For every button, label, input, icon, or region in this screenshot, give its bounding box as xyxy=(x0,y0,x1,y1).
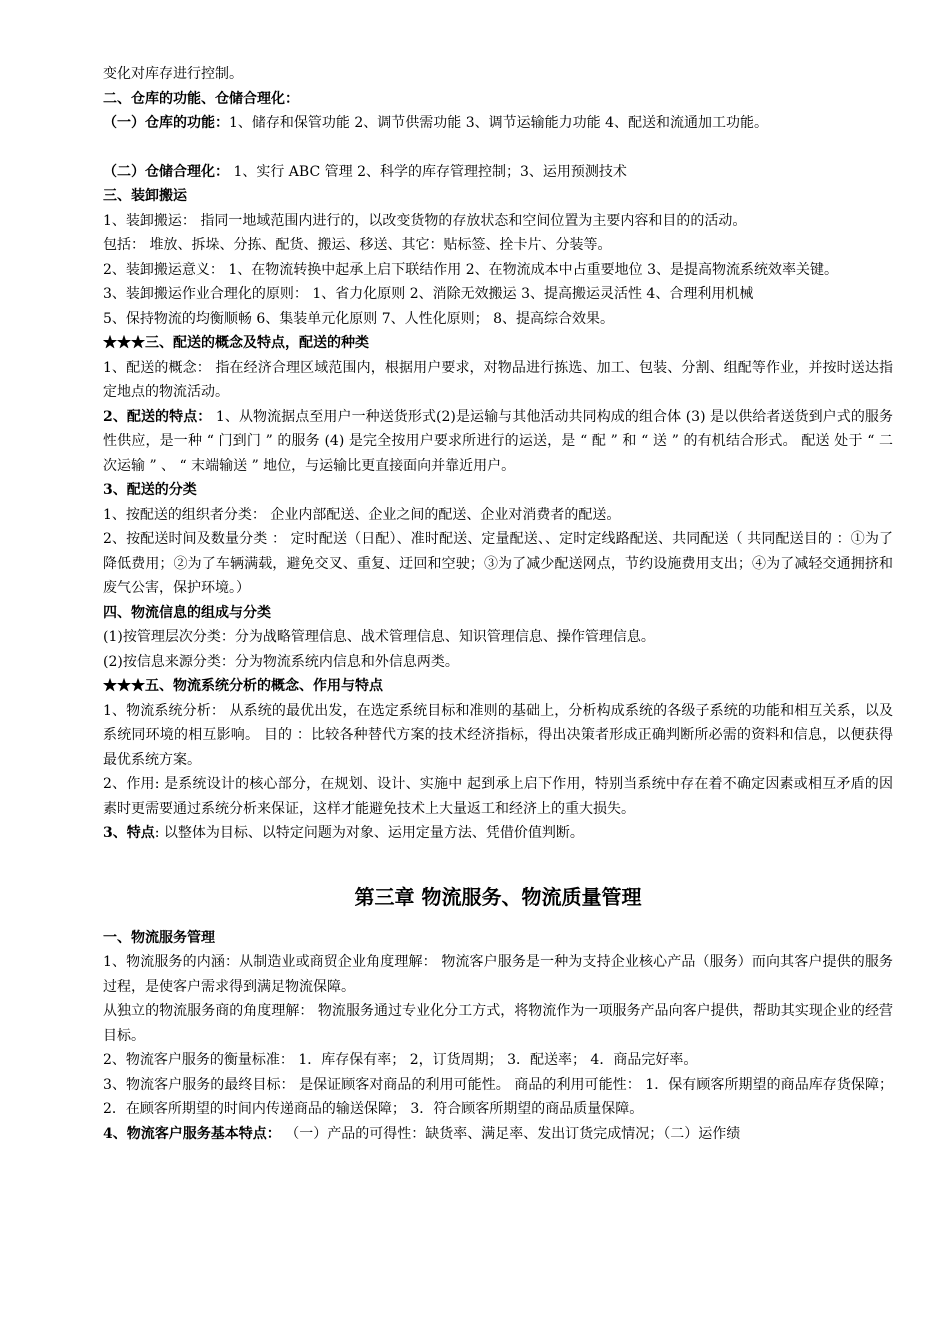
subsection-label: 2、配送的特点： xyxy=(103,408,212,425)
paragraph: 从独立的物流服务商的角度理解： 物流服务通过专业化分工方式，将物流作为一项服务产品向客户提供，帮助其实现企业的经营目标。 xyxy=(103,1003,893,1044)
text-line: 包括： 堆放、拆垛、分拣、配货、搬运、移送、其它：贴标签、拴卡片、分装等。 xyxy=(103,237,612,253)
text-line: 3、装卸搬运作业合理化的原则： 1、省力化原则 2、消除无效搬运 3、提高搬运灵活性 4、合理利用机械 xyxy=(103,286,754,302)
section-heading: 四、物流信息的组成与分类 xyxy=(103,604,271,621)
blank-line xyxy=(103,136,893,160)
text-content: 1、实行 ABC 管理 2、科学的库存管理控制；3、运用预测技术 xyxy=(229,163,627,180)
chapter-title: 第三章 物流服务、物流质量管理 xyxy=(354,884,642,909)
text-content: 1、从物流据点至用户一种送货形式(2)是运输与其他活动共同构成的组合体 (3) 是以供给者送货到户式的服务性供应，是一种 “ 门到门 ” 的服务 (4) 是完全按用户要求所进行的运送，是 “ 配 ” 和 “ 送 ” 的有机结合形式。 配送 处于 “ 二次运输 ” 、 “ 末端输送 ” 地位，与运输比更直接面向并靠近用户。 xyxy=(103,408,893,474)
paragraph: 1、物流系统分析： 从系统的最优出发，在选定系统目标和准则的基础上，分析构成系统的各级子系统的功能和相互关系，以及系统同环境的相互影响。 目的 ：比较各种替代方案的技术经济指标，得出决策者形成正确判断所必需的资料和信息，以便获得最优系统方案。 xyxy=(103,702,893,768)
subsection-label: 4、物流客户服务基本特点： xyxy=(103,1125,281,1142)
text-line xyxy=(103,821,893,846)
subsection-label: （二）仓储合理化： xyxy=(103,163,229,180)
section-heading: 二、仓库的功能、仓储合理化： xyxy=(103,90,299,107)
text-line xyxy=(103,1122,893,1147)
paragraph: 2、按配送时间及数量分类 ： 定时配送（日配）、准时配送、定量配送、、定时定线路配送、共同配送（ 共同配送目的 ：①为了降低费用；②为了车辆满载，避免交叉、重复、迂回和空驶；③为了减少配送网点，节约设施费用支出；④为了减轻交通拥挤和废气公害，保护环境。） xyxy=(103,531,893,596)
subsection-label: 3、特点 xyxy=(103,825,155,841)
text-content: 1、储存和保管功能 2、调节供需功能 3、调节运输能力功能 4、配送和流通加工功能。 xyxy=(229,115,768,131)
text-line: (1)按管理层次分类：分为战略管理信息、战术管理信息、知识管理信息、操作管理信息。 xyxy=(103,629,655,645)
paragraph: 3、物流客户服务的最终目标： 是保证顾客对商品的利用可能性。 商品的利用可能性： 1．保有顾客所期望的商品库存货保障； 2．在顾客所期望的时间内传递商品的输送保障； 3．符合顾客所期望的商品质量保障。 xyxy=(103,1076,893,1117)
text-line: 1、装卸搬运： 指同一地域范围内进行的，以改变货物的存放状态和空间位置为主要内容和目的的活动。 xyxy=(103,212,747,229)
text-line: 变化对库存进行控制。 xyxy=(103,66,243,82)
section-heading: 3、配送的分类 xyxy=(103,482,197,498)
paragraph: 2、作用: 是系统设计的核心部分，在规划、设计、实施中 起到承上启下作用，特别当系统中存在着不确定因素或相互矛盾的因素时更需要通过系统分析来保证，这样才能避免技术上大量返工和经济上的重大损失。 xyxy=(103,776,893,817)
section-heading: ★★★三、配送的概念及特点，配送的种类 xyxy=(103,335,369,351)
subsection-label: （一）仓库的功能： xyxy=(103,115,229,131)
text-line: 2、物流客户服务的衡量标准： 1．库存保有率； 2，订货周期； 3．配送率； 4．商品完好率。 xyxy=(103,1052,698,1068)
text-line: 1、按配送的组织者分类： 企业内部配送、企业之间的配送、企业对消费者的配送。 xyxy=(103,506,621,523)
text-line xyxy=(103,111,893,136)
text-content: （一）产品的可得性：缺货率、满足率、发出订货完成情况；（二）运作绩 xyxy=(280,1125,741,1142)
text-line: (2)按信息来源分类：分为物流系统内信息和外信息两类。 xyxy=(103,653,459,670)
section-heading: 三、装卸搬运 xyxy=(103,188,187,204)
text-line xyxy=(103,160,893,185)
section-heading: ★★★五、物流系统分析的概念、作用与特点 xyxy=(103,678,383,694)
section-heading: 一、物流服务管理 xyxy=(103,929,215,946)
paragraph: 2、装卸搬运意义： 1、在物流转换中起承上启下联结作用 2、在物流成本中占重要地位 3、是提高物流系统效率关键。 xyxy=(103,261,838,278)
document-page xyxy=(103,62,893,1146)
paragraph: 1、物流服务的内涵：从制造业或商贸企业角度理解： 物流客户服务是一种为支持企业核心产品（服务）而向其客户提供的服务过程，是使客户需求得到满足物流保障。 xyxy=(103,954,893,995)
text-line: 5、保持物流的均衡顺畅 6、集装单元化原则 7、人性化原则； 8、提高综合效果。 xyxy=(103,310,614,327)
paragraph: 1、配送的概念： 指在经济合理区域范围内，根据用户要求，对物品进行拣选、加工、包装、分割、组配等作业，并按时送达指定地点的物流活动。 xyxy=(103,359,893,400)
paragraph xyxy=(103,405,893,479)
text-content: : 以整体为目标、以特定问题为对象、运用定量方法、凭借价值判断。 xyxy=(154,825,584,841)
